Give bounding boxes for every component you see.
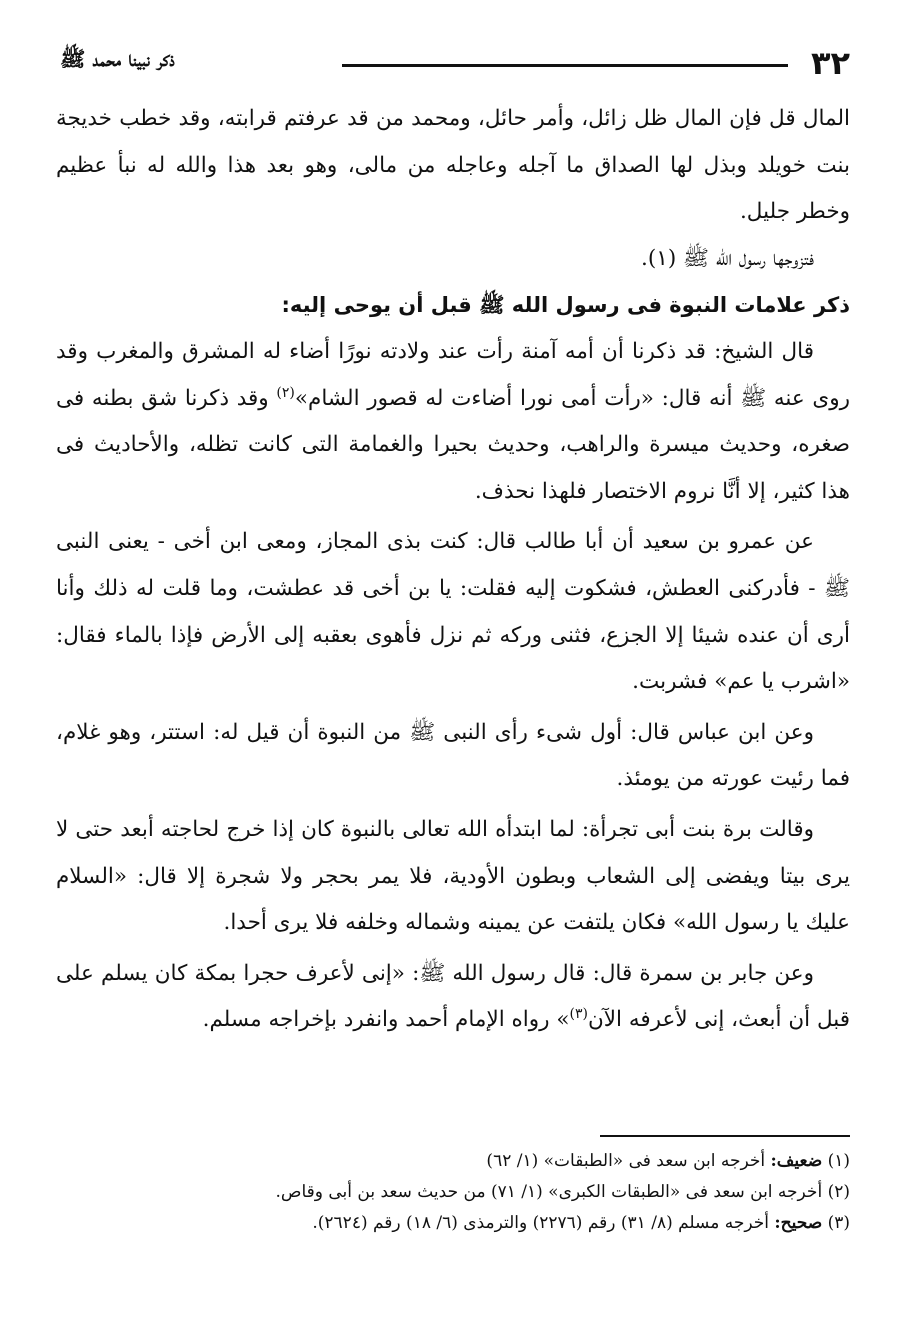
footnote-grade: صحيح: bbox=[774, 1213, 823, 1233]
footnote-1 bbox=[56, 1146, 850, 1177]
paragraph-1: المال قل فإن المال ظل زائل، وأمر حائل، ومحمد من قد عرفتم قرابته، وقد خطب خديجة بنت خويلد وبذل لها الصداق ما آجله وعاجله من مالى، وهو بعد هذا والله له نبأ عظيم وخطر جليل. bbox=[56, 106, 850, 225]
paragraph-5: وعن ابن عباس قال: أول شىء رأى النبى ﷺ من النبوة أن قيل له: استتر، وهو غلام، فما رئيت عورته من يومئذ. bbox=[56, 719, 850, 792]
footnote-ref-3: (٣) bbox=[569, 1006, 588, 1023]
footnote-grade: ضعيف: bbox=[770, 1151, 823, 1171]
footnote-number: (٢) bbox=[827, 1182, 850, 1202]
footnote-text: أخرجه ابن سعد فى «الطبقات» (١/ ٦٢) bbox=[486, 1151, 771, 1171]
paragraph-3-text-b: وقد ذكرنا شق بطنه فى صغره، وحديث ميسرة والراهب، وحديث بحيرا والغمامة التى كانت تظله، والأحاديث فى هذا كثير، إلا أنَّا نروم الاختصار فلهذا نحذف. bbox=[56, 385, 850, 504]
footnote-text: أخرجه مسلم (٨/ ٣١) رقم (٢٢٧٦) والترمذى (٦/ ١٨) رقم (٢٦٢٤). bbox=[312, 1213, 775, 1233]
header-rule bbox=[342, 64, 788, 67]
footnote-number: (٣) bbox=[827, 1213, 850, 1233]
page-number: ٣٢ bbox=[810, 44, 850, 82]
paragraph-3 bbox=[56, 329, 850, 515]
section-heading: ذكر علامات النبوة فى رسول الله ﷺ قبل أن يوحى إليه: bbox=[281, 293, 850, 318]
footnote-number: (١) bbox=[827, 1151, 850, 1171]
main-text bbox=[56, 96, 850, 1044]
footnote-separator bbox=[600, 1135, 850, 1137]
footnote-ref-2: (٢) bbox=[276, 384, 295, 401]
paragraph-4: عن عمرو بن سعيد أن أبا طالب قال: كنت بذى المجاز، ومعى ابن أخى - يعنى النبى ﷺ - فأدركنى العطش، فشكوت إليه فقلت: يا بن أخى قد عطشت، وما قلت له ذلك وأنا أرى أن عنده شيئا إلا الجزع، فثنى وركه ثم نزل فأهوى بعقبه إلى الأرض فإذا بالماء فقال: «اشرب يا عم» فشربت. bbox=[56, 529, 850, 695]
paragraph-6: وقالت برة بنت أبى تجرأة: لما ابتدأه الله تعالى بالنبوة كان إذا خرج لحاجته أبعد حتى لا يرى بيتا ويفضى إلى الشعاب وبطون الأودية، فلا يمر بحجر ولا شجرة إلا قال: «السلام عليك يا رسول الله» فكان يلتفت عن يمينه وشماله وخلفه فلا يرى أحدا. bbox=[56, 816, 850, 936]
running-title: ذكر نبينا محمد ﷺ bbox=[60, 46, 175, 71]
footnote-text: أخرجه ابن سعد فى «الطبقات الكبرى» (١/ ٧١) من حديث سعد بن أبى وقاص. bbox=[275, 1182, 828, 1202]
footnotes bbox=[56, 1146, 850, 1239]
paragraph-7 bbox=[56, 951, 850, 1044]
footnote-2 bbox=[56, 1177, 850, 1208]
paragraph-2: فتزوجها رسول الله ﷺ (١). bbox=[641, 245, 814, 271]
paragraph-7-text-a: وعن جابر بن سمرة قال: قال رسول الله ﷺ: «إنى لأعرف حجرا بمكة كان يسلم على قبل أن أبعث، إنى لأعرفه الآن bbox=[56, 960, 850, 1033]
paragraph-3-text-a: قال الشيخ: قد ذكرنا أن أمه آمنة رأت عند ولادته نورًا أضاء له المشرق والمغرب وقد روى عنه ﷺ أنه قال: «رأت أمى نورا أضاءت له قصور الشام» bbox=[56, 338, 850, 411]
page-header bbox=[60, 44, 850, 84]
paragraph-7-text-b: » رواه الإمام أحمد وانفرد بإخراجه مسلم. bbox=[202, 1007, 570, 1033]
footnote-3 bbox=[56, 1208, 850, 1239]
